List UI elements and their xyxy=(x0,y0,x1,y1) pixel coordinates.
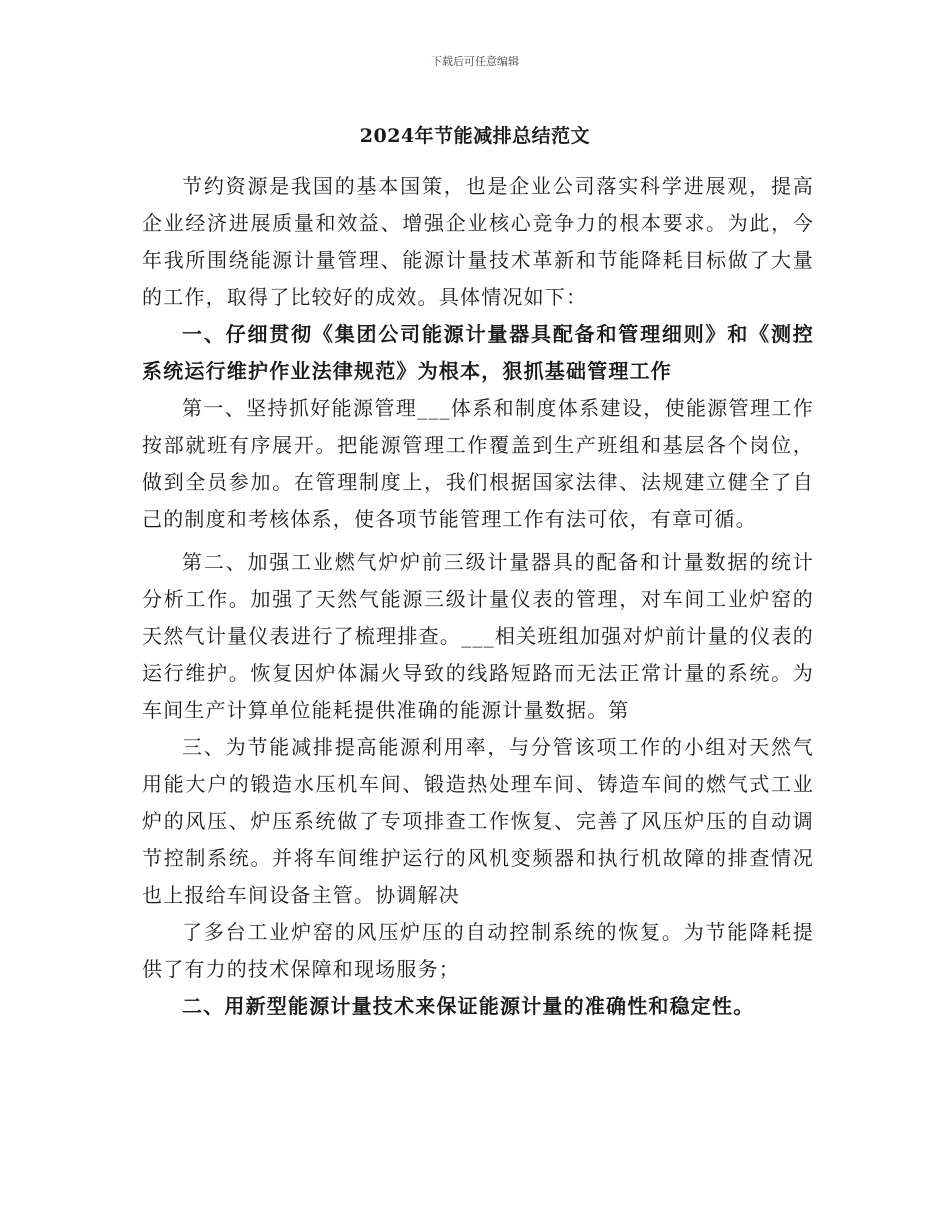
paragraph-intro: 节约资源是我国的基本国策，也是企业公司落实科学进展观，提高企业经济进展质量和效益、增强企业核心竞争力的根本要求。为此，今年我所围绕能源计量管理、能源计量技术革新和节能降耗目标做了大量的工作，取得了比较好的成效。具体情况如下： xyxy=(142,174,814,309)
document-body xyxy=(142,168,814,1025)
section-heading-2: 二、用新型能源计量技术来保证能源计量的准确性和稳定性。 xyxy=(182,994,755,1018)
paragraph-continuation: 了多台工业炉窑的风压炉压的自动控制系统的恢复。为节能降耗提供了有力的技术保障和现场服务； xyxy=(142,920,814,981)
header-note: 下载后可任意编辑 xyxy=(431,55,519,68)
paragraph-first: 第一、坚持抓好能源管理___体系和制度体系建设，使能源管理工作按部就班有序展开。把能源管理工作覆盖到生产班组和基层各个岗位，做到全员参加。在管理制度上，我们根据国家法律、法规建立健全了自己的制度和考核体系，使各项节能管理工作有法可依，有章可循。 xyxy=(142,396,814,531)
section-heading-1: 一、仔细贯彻《集团公司能源计量器具配备和管理细则》和《测控系统运行维护作业法律规范》为根本，狠抓基础管理工作 xyxy=(142,322,814,383)
paragraph-third: 三、为节能减排提高能源利用率，与分管该项工作的小组对天然气用能大户的锻造水压机车间、锻造热处理车间、铸造车间的燃气式工业炉的风压、炉压系统做了专项排查工作恢复、完善了风压炉压的自动调节控制系统。并将车间维护运行的风机变频器和执行机故障的排查情况也上报给车间设备主管。协调解决 xyxy=(142,735,814,907)
document-title: 2024年节能减排总结范文 xyxy=(359,125,591,147)
paragraph-second: 第二、加强工业燃气炉炉前三级计量器具的配备和计量数据的统计分析工作。加强了天然气能源三级计量仪表的管理，对车间工业炉窑的天然气计量仪表进行了梳理排查。___相关班组加强对炉前计量的仪表的运行维护。恢复因炉体漏火导致的线路短路而无法正常计量的系统。为车间生产计算单位能耗提供准确的能源计量数据。第 xyxy=(142,550,814,722)
